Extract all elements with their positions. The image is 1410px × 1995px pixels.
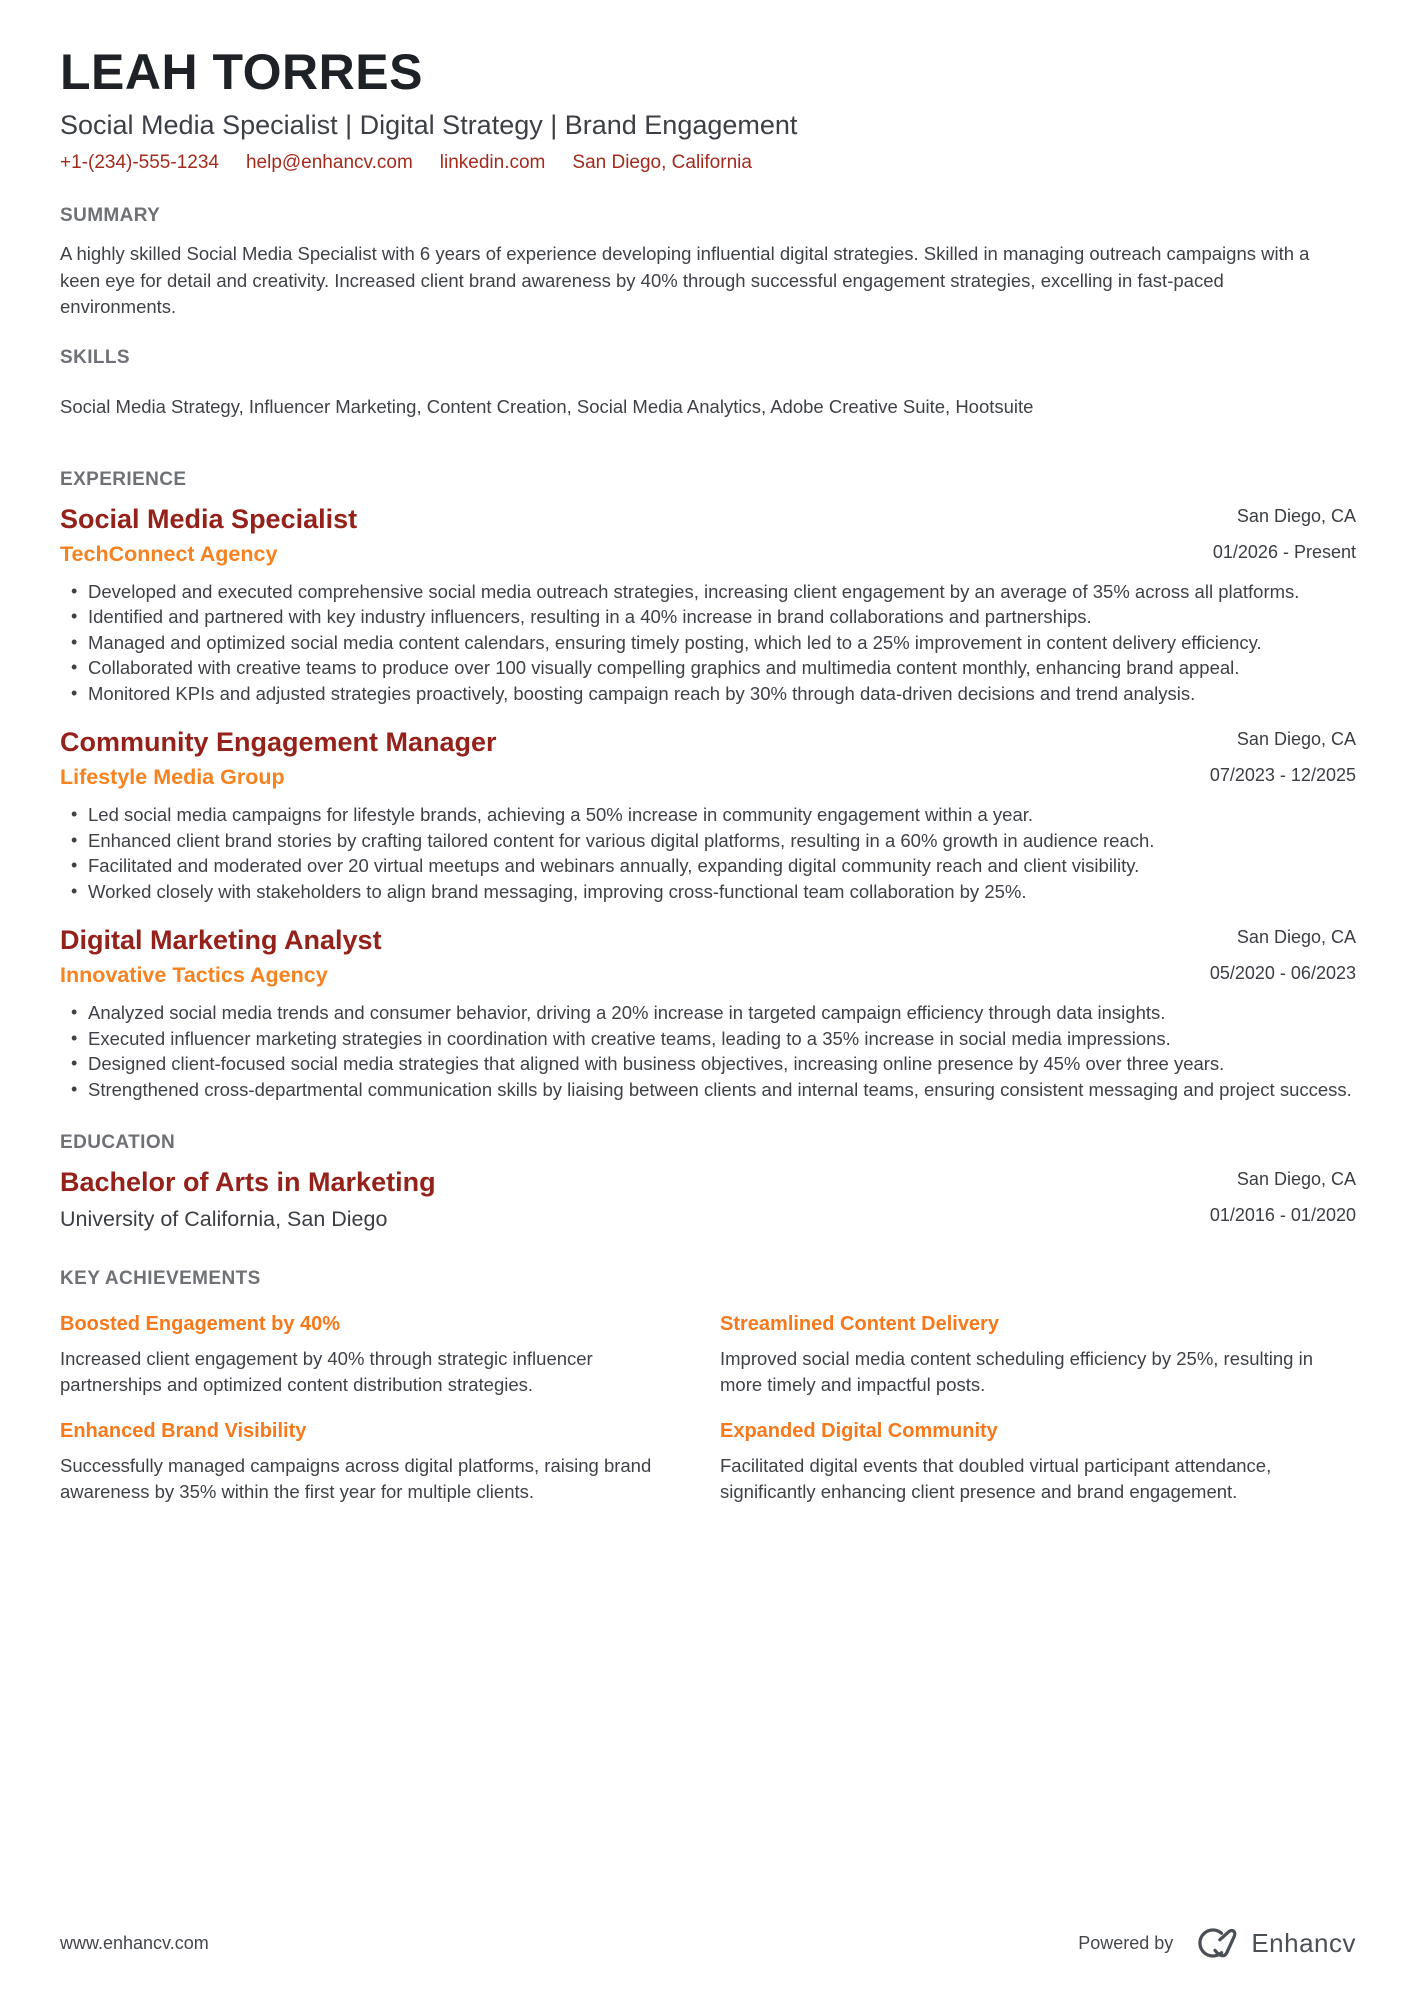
job-title: Community Engagement Manager xyxy=(60,727,497,757)
summary-text: A highly skilled Social Media Specialist with 6 years of experience developing influential digital strategies. Skilled in managing outreach campaigns with a keen eye for detail and creativity. Increased client brand awareness by 40% through successful engagement strategies, excelling in fast-paced environments. xyxy=(60,243,1310,317)
bullet-item: • Collaborated with creative teams to produce over 100 visually compelling graphics and multimedia content monthly, enhancing brand appeal. xyxy=(60,655,1356,681)
job-title: Social Media Specialist xyxy=(60,503,358,534)
page-footer xyxy=(60,1920,1356,1966)
bullet-list xyxy=(60,802,1356,904)
candidate-name: LEAH TORRES xyxy=(60,44,423,100)
experience-entry xyxy=(60,727,1356,904)
entry-header-row xyxy=(60,1167,1356,1232)
bullet-item: • Led social media campaigns for lifestyle brands, achieving a 50% increase in community engagement within a year. xyxy=(60,802,1356,828)
job-location: San Diego, CA xyxy=(1236,927,1356,947)
education-dates: 01/2016 - 01/2020 xyxy=(1209,1205,1356,1225)
achievement-card xyxy=(60,1419,696,1504)
skills-label: SKILLS xyxy=(60,346,130,368)
achievement-text: Increased client engagement by 40% through strategic influencer partnerships and optimized content distribution strategies. xyxy=(60,1348,593,1395)
job-location: San Diego, CA xyxy=(1236,505,1356,526)
entry-meta xyxy=(1210,727,1356,785)
company-name: Lifestyle Media Group xyxy=(60,765,285,789)
entry-header-row xyxy=(60,727,1356,790)
job-dates: 01/2026 - Present xyxy=(1212,541,1356,562)
bullet-item: • Strengthened cross-departmental communication skills by liaising between clients and internal teams, ensuring consistent messaging and project success. xyxy=(60,1077,1356,1103)
job-dates: 07/2023 - 12/2025 xyxy=(1209,765,1356,785)
bullet-item: • Managed and optimized social media content calendars, ensuring timely posting, which led to a 25% improvement in content delivery efficiency. xyxy=(60,630,1356,656)
bullet-item: • Monitored KPIs and adjusted strategies proactively, boosting campaign reach by 30% through data-driven decisions and trend analysis. xyxy=(60,681,1356,707)
achievement-text: Facilitated digital events that doubled virtual participant attendance, significantly enhancing client presence and brand engagement. xyxy=(720,1455,1272,1502)
education-location: San Diego, CA xyxy=(1236,1169,1356,1189)
achievement-title: Boosted Engagement by 40% xyxy=(60,1313,341,1335)
entry-header-row xyxy=(60,504,1356,567)
enhancv-brand: Enhancv xyxy=(1251,1927,1356,1958)
powered-by xyxy=(1078,1923,1356,1963)
achievement-title: Expanded Digital Community xyxy=(720,1420,998,1442)
enhancv-logo-icon xyxy=(1189,1923,1241,1963)
section-skills xyxy=(60,347,1356,419)
section-education xyxy=(60,1132,1356,1232)
degree-title: Bachelor of Arts in Marketing xyxy=(60,1167,436,1197)
resume-header xyxy=(60,44,1356,175)
achievement-card xyxy=(720,1419,1356,1504)
bullet-item: • Facilitated and moderated over 20 virtual meetups and webinars annually, expanding digital community reach and client visibility. xyxy=(60,853,1356,879)
entry-meta xyxy=(1210,1167,1356,1225)
experience-entry xyxy=(60,504,1356,707)
contact-row xyxy=(60,151,1356,175)
achievements-label: KEY ACHIEVEMENTS xyxy=(60,1268,261,1289)
entry-header-row xyxy=(60,925,1356,988)
contact-phone: +1-(234)-555-1234 xyxy=(60,152,219,173)
entry-header-left xyxy=(60,504,357,567)
education-label: EDUCATION xyxy=(60,1132,176,1153)
bullet-list xyxy=(60,1000,1356,1102)
contact-email[interactable]: help@enhancv.com xyxy=(245,152,413,173)
contact-location: San Diego, California xyxy=(572,152,752,173)
school-name: University of California, San Diego xyxy=(60,1207,388,1231)
company-name: TechConnect Agency xyxy=(60,541,278,566)
experience-entry xyxy=(60,925,1356,1102)
achievement-text: Improved social media content scheduling efficiency by 25%, resulting in more timely and impactful posts. xyxy=(720,1348,1314,1395)
job-dates: 05/2020 - 06/2023 xyxy=(1209,963,1356,983)
bullet-item: • Analyzed social media trends and consumer behavior, driving a 20% increase in targeted campaign efficiency through data insights. xyxy=(60,1000,1356,1026)
bullet-item: • Developed and executed comprehensive social media outreach strategies, increasing client engagement by an average of 35% across all platforms. xyxy=(60,579,1356,605)
bullet-item: • Enhanced client brand stories by crafting tailored content for various digital platforms, resulting in a 60% growth in audience reach. xyxy=(60,828,1356,854)
achievement-text: Successfully managed campaigns across digital platforms, raising brand awareness by 35% within the first year for multiple clients. xyxy=(60,1455,652,1502)
skills-text: Social Media Strategy, Influencer Marketing, Content Creation, Social Media Analytics, Adobe Creative Suite, Hootsuite xyxy=(60,395,1034,417)
summary-label: SUMMARY xyxy=(60,205,161,226)
achievement-card xyxy=(60,1312,696,1397)
entry-meta xyxy=(1213,504,1356,562)
contact-linkedin[interactable]: linkedin.com xyxy=(439,152,546,173)
company-name: Innovative Tactics Agency xyxy=(60,963,328,987)
entry-meta xyxy=(1210,925,1356,983)
bullet-item: • Worked closely with stakeholders to align brand messaging, improving cross-functional team collaboration by 25%. xyxy=(60,879,1356,905)
section-achievements xyxy=(60,1268,1356,1504)
bullet-item: • Identified and partnered with key industry influencers, resulting in a 40% increase in brand collaborations and partnerships. xyxy=(60,604,1356,630)
bullet-item: • Designed client-focused social media strategies that aligned with business objectives, increasing online presence by 45% over three years. xyxy=(60,1051,1356,1077)
education-entry xyxy=(60,1167,1356,1232)
entry-header-left xyxy=(60,727,497,790)
bullet-item: • Executed influencer marketing strategies in coordination with creative teams, leading to a 35% increase in social media impressions. xyxy=(60,1026,1356,1052)
job-location: San Diego, CA xyxy=(1236,729,1356,749)
bullet-list xyxy=(60,579,1356,707)
job-title: Digital Marketing Analyst xyxy=(60,925,382,955)
section-experience xyxy=(60,469,1356,1103)
section-summary xyxy=(60,205,1356,321)
achievement-title: Enhanced Brand Visibility xyxy=(60,1420,307,1442)
experience-label: EXPERIENCE xyxy=(60,468,187,490)
entry-header-left xyxy=(60,925,382,988)
entry-header-left xyxy=(60,1167,436,1232)
enhancv-site-link[interactable]: www.enhancv.com xyxy=(60,1932,209,1953)
powered-by-label: Powered by xyxy=(1078,1932,1174,1953)
candidate-headline: Social Media Specialist | Digital Strategy | Brand Engagement xyxy=(60,110,798,140)
achievements-grid xyxy=(60,1312,1356,1504)
achievement-card xyxy=(720,1312,1356,1397)
achievement-title: Streamlined Content Delivery xyxy=(720,1313,999,1335)
